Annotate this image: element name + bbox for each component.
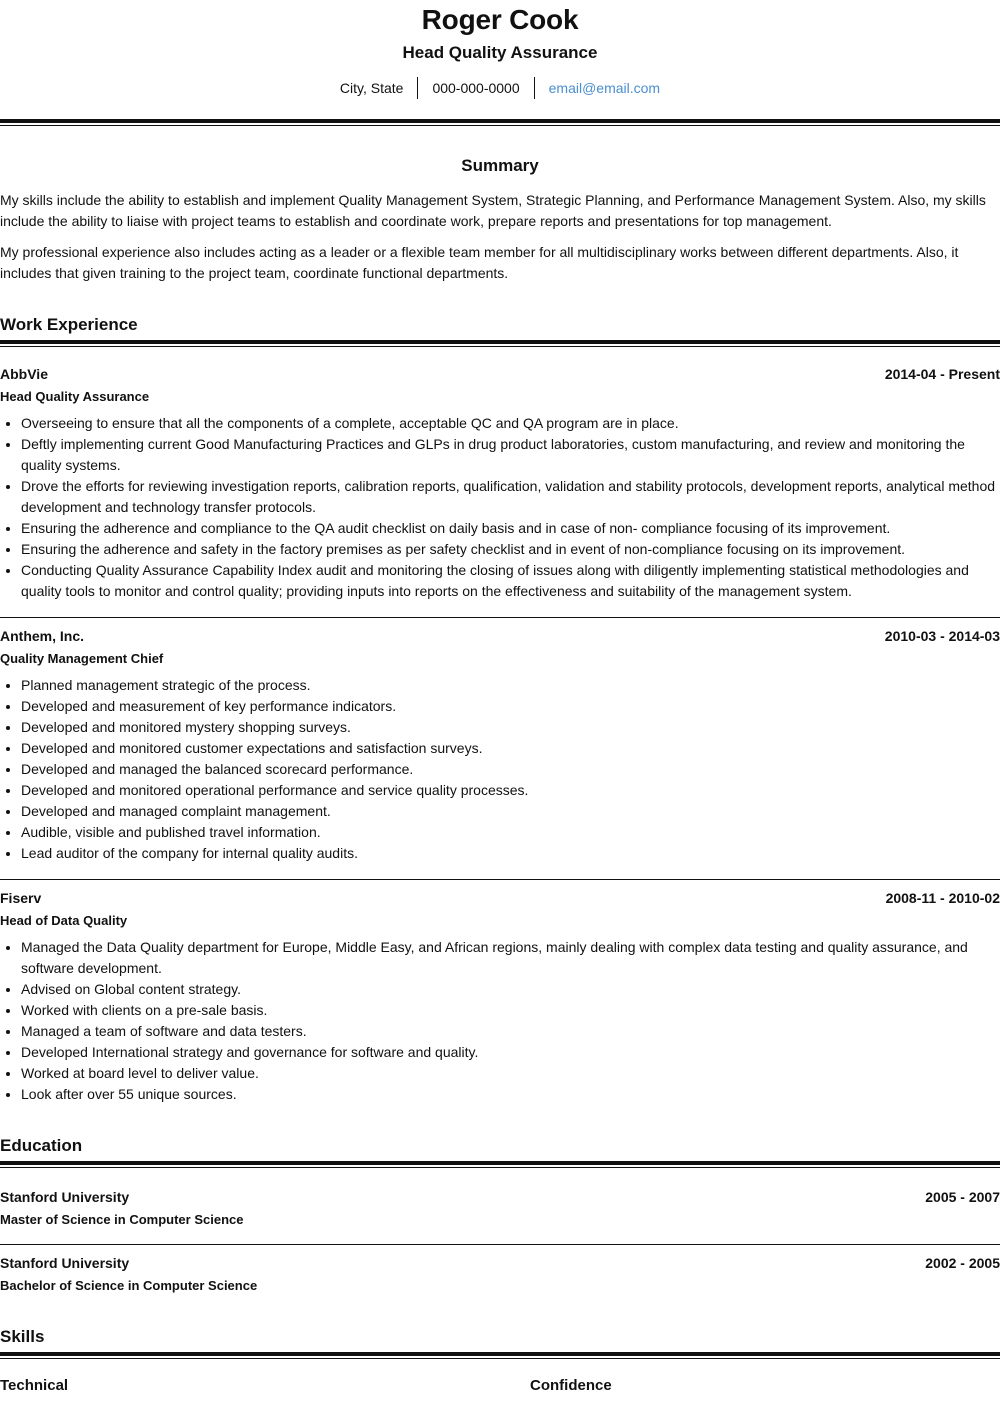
contact-phone: 000-000-0000: [417, 77, 533, 99]
degree-name: Bachelor of Science in Computer Science: [0, 1278, 258, 1293]
school-name: Stanford University: [0, 1189, 130, 1205]
degree-name: Master of Science in Computer Science: [0, 1212, 244, 1227]
job-bullet: • Audible, visible and published travel information.: [21, 822, 1000, 843]
job-bullet: • Conducting Quality Assurance Capability Index audit and monitoring the closing of issues along with diligently implementing statistical methodologies and quality tools to monitor and control quality; providing inputs into reports on the effectiveness and suitability of the management system.: [21, 560, 1000, 602]
contact-email-link[interactable]: email@email.com: [534, 77, 674, 99]
job-bullet: • Deftly implementing current Good Manufacturing Practices and GLPs in drug product laboratories, custom manufacturing, and review and monitoring the quality systems.: [21, 434, 1000, 476]
job-bullet: • Overseeing to ensure that all the components of a complete, acceptable QC and QA program are in place.: [21, 413, 1000, 434]
work-experience-title: Work Experience: [0, 315, 138, 334]
header-divider: [0, 119, 1000, 126]
job-bullet: • Planned management strategic of the process.: [21, 675, 1000, 696]
contact-location: City, State: [339, 80, 404, 96]
job-bullet: • Managed a team of software and data testers.: [21, 1021, 1000, 1042]
resume-header: [0, 0, 1000, 99]
job-role: Head of Data Quality: [0, 913, 128, 928]
section-divider: [0, 1161, 1000, 1168]
job-bullet: • Developed and monitored operational performance and service quality processes.: [21, 780, 1000, 801]
job-dates: 2008-11 - 2010-02: [885, 890, 1000, 906]
section-divider: [0, 1352, 1000, 1359]
job-role: Quality Management Chief: [0, 651, 164, 666]
job-bullet: • Developed and measurement of key performance indicators.: [21, 696, 1000, 717]
education-entry: [0, 1168, 1000, 1230]
job-bullets: [0, 937, 1000, 1105]
school-name: Stanford University: [0, 1255, 130, 1271]
summary-paragraph: My skills include the ability to establish and implement Quality Management System, Strategic Planning, and Performance Management System. Also, my skills include the ability to liaise with project teams to establish and coordinate work, prepare reports and presentations for top management.: [0, 192, 986, 229]
education-dates: 2002 - 2005: [925, 1255, 1000, 1271]
job-entry: [0, 347, 1000, 602]
job-company: Anthem, Inc.: [0, 628, 85, 644]
job-bullet: • Lead auditor of the company for internal quality audits.: [21, 843, 1000, 864]
job-bullets: [0, 675, 1000, 864]
job-bullet: • Worked with clients on a pre-sale basis.: [21, 1000, 1000, 1021]
contact-info: [0, 77, 1000, 99]
section-divider: [0, 340, 1000, 347]
job-bullet: • Developed International strategy and governance for software and quality.: [21, 1042, 1000, 1063]
job-bullet: • Worked at board level to deliver value.: [21, 1063, 1000, 1084]
job-role: Head Quality Assurance: [0, 389, 150, 404]
job-bullet: • Developed and managed complaint management.: [21, 801, 1000, 822]
skill-heading-confidence: Confidence: [530, 1377, 612, 1394]
education-dates: 2005 - 2007: [925, 1189, 1000, 1205]
job-bullet: • Advised on Global content strategy.: [21, 979, 1000, 1000]
skills-title: Skills: [0, 1327, 45, 1346]
job-entry: [0, 617, 1000, 864]
job-bullet: • Drove the efforts for reviewing investigation reports, calibration reports, qualification, validation and stability protocols, development reports, analytical method development and technology transfer protocols.: [21, 476, 1000, 518]
job-entry: [0, 879, 1000, 1105]
job-bullet: • Managed the Data Quality department for Europe, Middle Easy, and African regions, mainly dealing with complex data testing and quality assurance, and software development.: [21, 937, 1000, 979]
education-title: Education: [0, 1136, 83, 1155]
job-dates: 2014-04 - Present: [884, 366, 1000, 382]
job-company: Fiserv: [0, 890, 42, 906]
job-company: AbbVie: [0, 366, 48, 382]
job-bullet: • Look after over 55 unique sources.: [21, 1084, 1000, 1105]
job-bullet: • Developed and monitored mystery shopping surveys.: [21, 717, 1000, 738]
job-bullet: • Ensuring the adherence and safety in the factory premises as per safety checklist and in event of non-compliance focusing on its improvement.: [21, 539, 1000, 560]
candidate-headline: Head Quality Assurance: [402, 43, 598, 62]
skills-columns: [0, 1359, 1000, 1396]
job-bullet: • Developed and managed the balanced scorecard performance.: [21, 759, 1000, 780]
job-dates: 2010-03 - 2014-03: [884, 628, 1000, 644]
summary-paragraph: My professional experience also includes acting as a leader or a flexible team member for all multidisciplinary works between different departments. Also, it includes that given training to the project team, coordinate functional departments.: [0, 244, 959, 281]
summary-title: Summary: [461, 156, 539, 175]
job-bullet: • Developed and monitored customer expectations and satisfaction surveys.: [21, 738, 1000, 759]
education-entry: [0, 1244, 1000, 1296]
job-bullet: • Ensuring the adherence and compliance to the QA audit checklist on daily basis and in case of non- compliance focusing of its improvement.: [21, 518, 1000, 539]
candidate-name: Roger Cook: [421, 4, 579, 35]
job-bullets: [0, 413, 1000, 602]
skill-heading-technical: Technical: [0, 1377, 69, 1394]
